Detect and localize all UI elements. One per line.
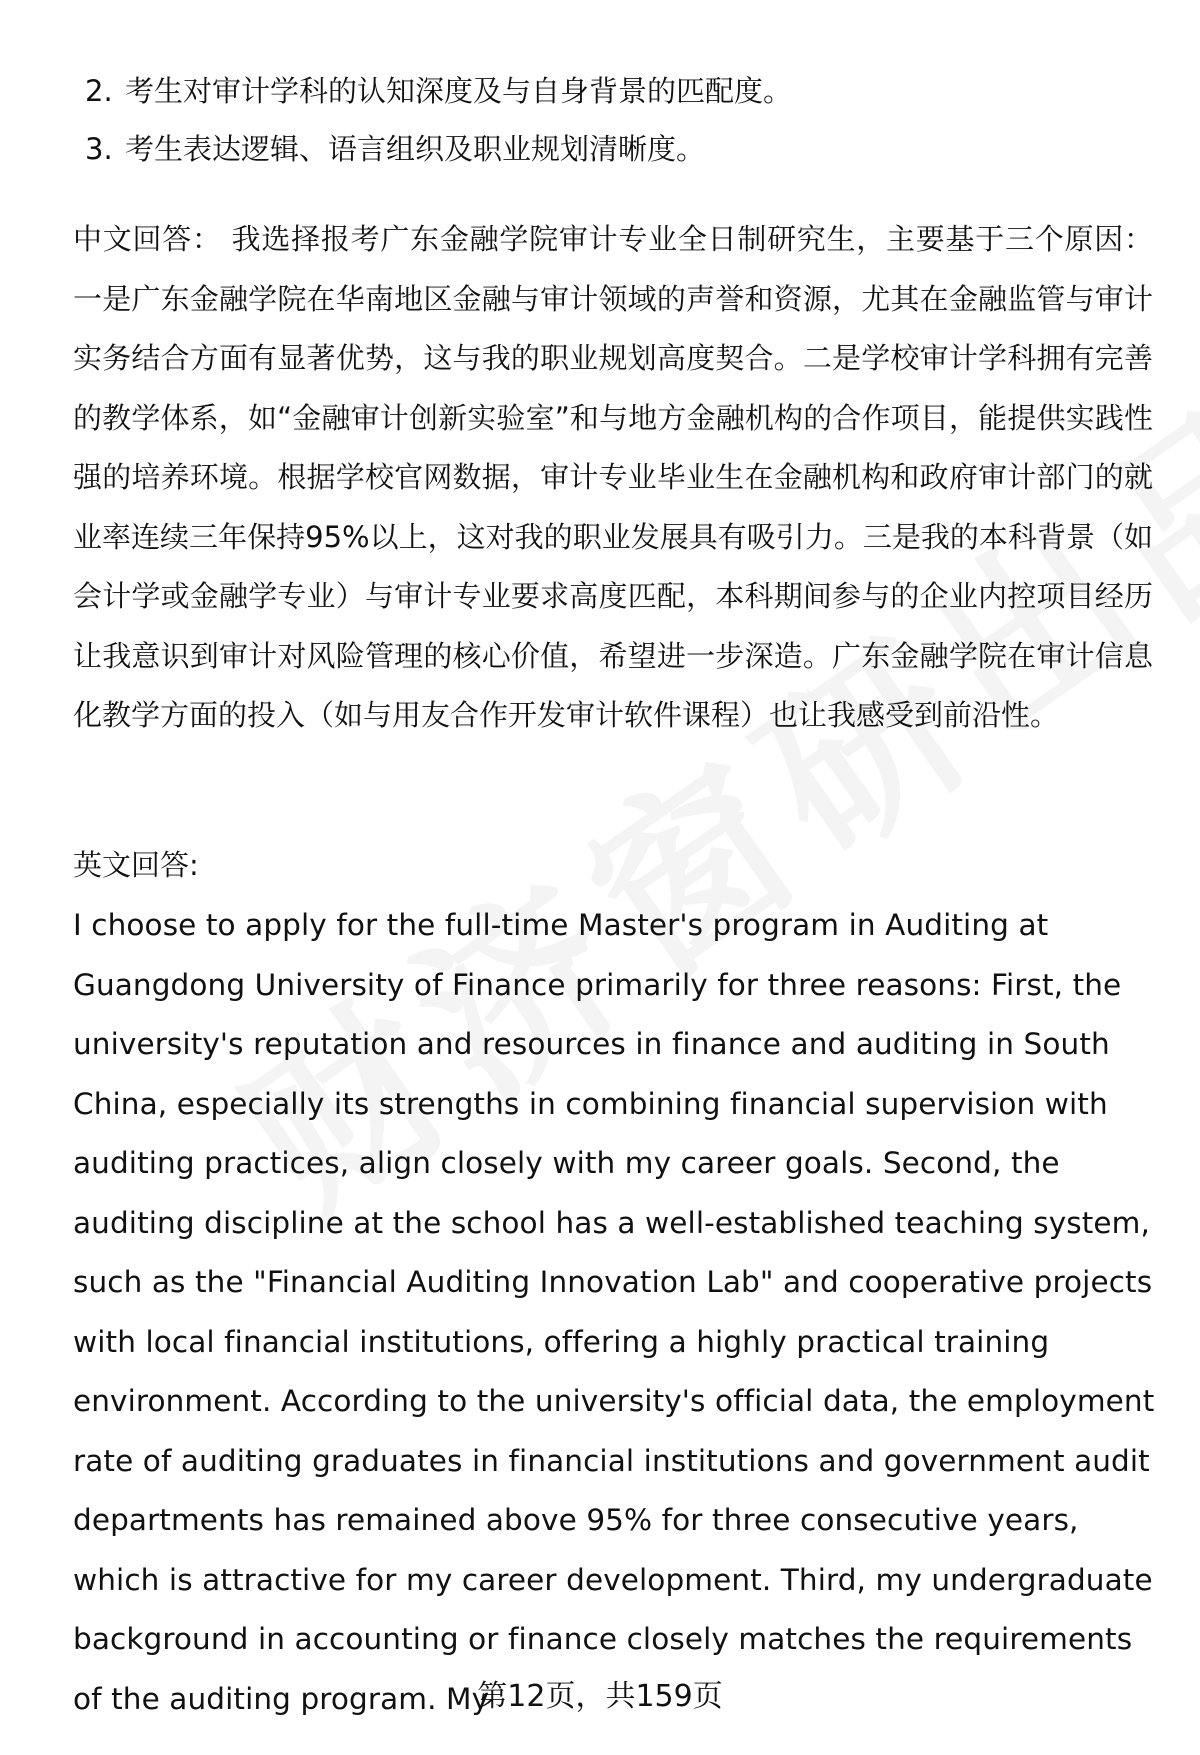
criteria-text: 考生表达逻辑、语言组织及职业规划清晰度。 (125, 132, 706, 166)
evaluation-criteria-list (85, 62, 1145, 178)
page-number-footer: 第12页，共159页 (477, 1679, 723, 1714)
criteria-item-3 (85, 120, 1145, 178)
english-answer-label: 英文回答: (73, 848, 199, 882)
criteria-item-2 (85, 62, 1145, 120)
criteria-text: 考生对审计学科的认知深度及与自身背景的匹配度。 (125, 74, 793, 108)
chinese-answer-paragraph: 中文回答： 我选择报考广东金融学院审计专业全日制研究生，主要基于三个原因：一是广东金融学院在华南地区金融与审计领域的声誉和资源，尤其在金融监管与审计实务结合方面有显著优势，这与我的职业规划高度契合。二是学校审计学科拥有完善的教学体系，如“金融审计创新实验室”和与地方金融机构的合作项目，能提供实践性强的培养环境。根据学校官网数据，审计专业毕业生在金融机构和政府审计部门的就业率连续三年保持95%以上，这对我的职业发展具有吸引力。三是我的本科背景（如会计学或金融学专业）与审计专业要求高度匹配，本科期间参与的企业内控项目经历让我意识到审计对风险管理的核心价值，希望进一步深造。广东金融学院在审计信息化教学方面的投入（如与用友合作开发审计软件课程）也让我感受到前沿性。 (73, 222, 1153, 732)
english-answer-paragraph: I choose to apply for the full-time Master's program in Auditing at Guangdong University of Finance primarily for three reasons: First, the university's reputation and resources in finance and auditing in South China, especially its strengths in combining financial supervision with auditing practices, align closely with my career goals. Second, the auditing discipline at the school has a well-established teaching system, such as the "Financial Auditing Innovation Lab" and cooperative projects with local financial institutions, offering a highly practical training environment. According to the university's official data, the employment rate of auditing graduates in financial institutions and government audit departments has remained above 95% for three consecutive years, which is attractive for my career development. Third, my undergraduate background in accounting or finance closely matches the requirements of the auditing program. My (73, 908, 1155, 1716)
criteria-number: 2. (85, 74, 113, 108)
criteria-number: 3. (85, 132, 113, 166)
